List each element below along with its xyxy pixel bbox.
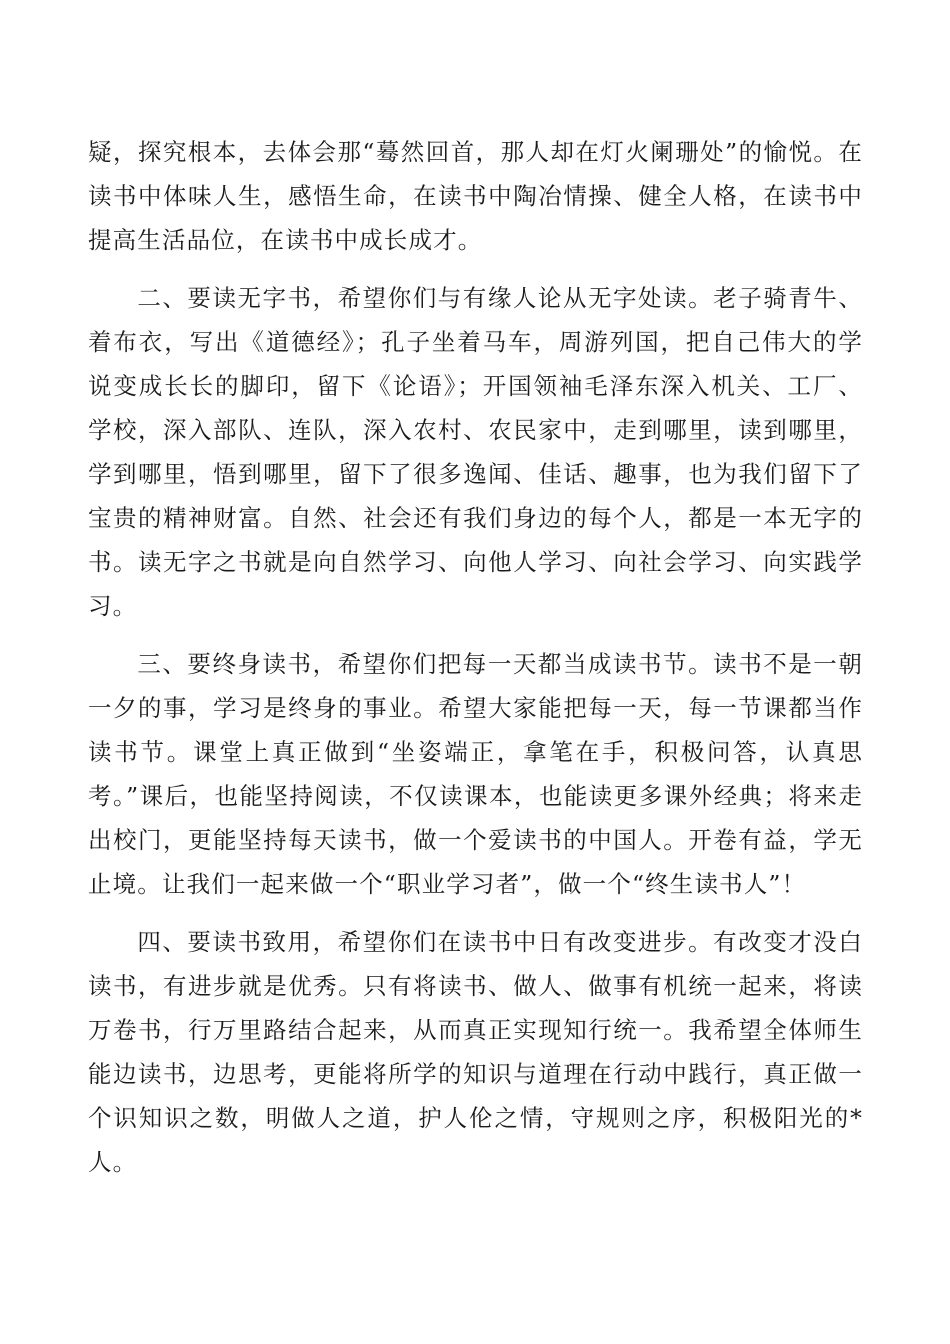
paragraph-read-wordless-books: 二、要读无字书，希望你们与有缘人论从无字处读。老子骑青牛、着布衣，写出《道德经》；孔子坐着马车，周游列国，把自己伟大的学说变成长长的脚印，留下《论语》；开国领袖毛泽东深入机关、工厂、学校，深入部队、连队，深入农村、农民家中，走到哪里，读到哪里，学到哪里，悟到哪里，留下了很多逸闻、佳话、趣事，也为我们留下了宝贵的精神财富。自然、社会还有我们身边的每个人，都是一本无字的书。读无字之书就是向自然学习、向他人学习、向社会学习、向实践学习。 bbox=[88, 284, 863, 620]
document-body bbox=[88, 130, 863, 1198]
paragraph-read-to-apply: 四、要读书致用，希望你们在读书中日有改变进步。有改变才没白读书，有进步就是优秀。只有将读书、做人、做事有机统一起来，将读万卷书，行万里路结合起来，从而真正实现知行统一。我希望全体师生能边读书，边思考，更能将所学的知识与道理在行动中践行，真正做一个识知识之数，明做人之道，护人伦之情，守规则之序，积极阳光的*人。 bbox=[88, 928, 863, 1176]
paragraph-continuation: 疑，探究根本，去体会那“蓦然回首，那人却在灯火阑珊处”的愉悦。在读书中体味人生，感悟生命，在读书中陶冶情操、健全人格，在读书中提高生活品位，在读书中成长成才。 bbox=[88, 138, 863, 254]
paragraph-lifelong-reading: 三、要终身读书，希望你们把每一天都当成读书节。读书不是一朝一夕的事，学习是终身的事业。希望大家能把每一天，每一节课都当作读书节。课堂上真正做到“坐姿端正，拿笔在手，积极问答，认真思考。”课后，也能坚持阅读，不仅读课本，也能读更多课外经典；将来走出校门，更能坚持每天读书，做一个爱读书的中国人。开卷有益，学无止境。让我们一起来做一个“职业学习者”，做一个“终生读书人”！ bbox=[88, 650, 863, 898]
